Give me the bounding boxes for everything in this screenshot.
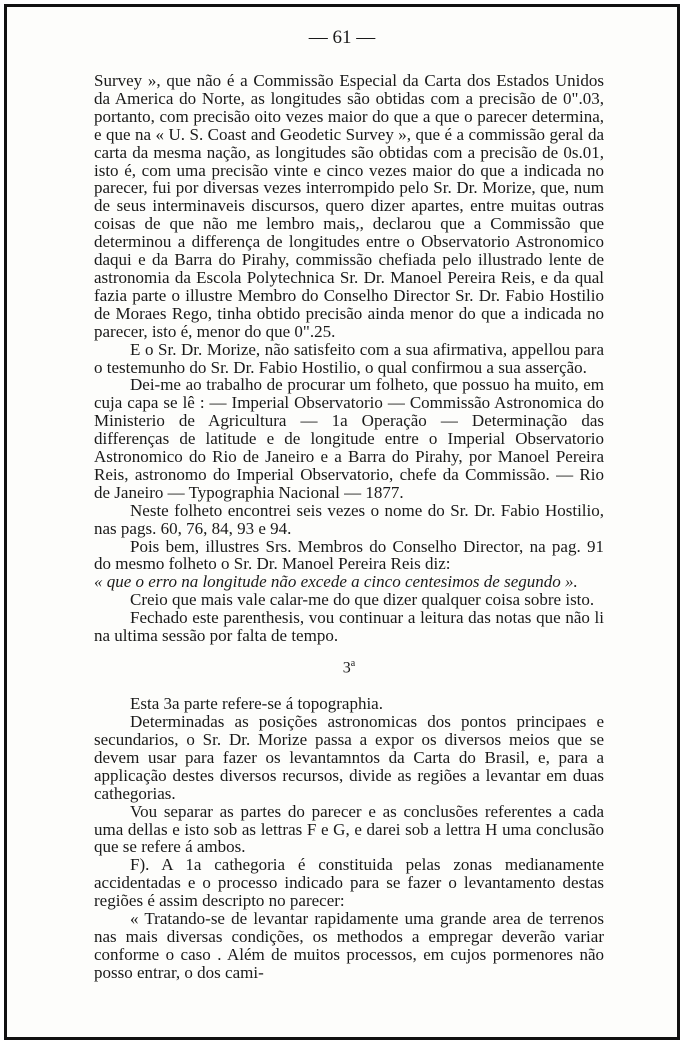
section-heading — [94, 655, 604, 677]
page-frame — [4, 4, 680, 1040]
paragraph: Esta 3a parte refere-se á topographia. — [130, 694, 383, 714]
section-number: 3 — [342, 659, 351, 677]
paragraph: Dei-me ao trabalho de procurar um folheto, que possuo ha muito, em cuja capa se lê : — Imperial Observatorio — Commissão Astronomica do Ministerio de Agricultura — 1a Operação — Determinação das differenças de latitude e de longitude entre o Imperial Observatorio Astronomico do Rio de Janeiro e a Barra do Pirahy, por Manoel Pereira Reis, astronomo do Imperial Observatorio, chefe da Commissão. — Rio de Janeiro — Typographia Nacional — 1877. — [94, 375, 604, 502]
paragraph: Vou separar as partes do parecer e as conclusões referentes a cada uma dellas e isto sob as lettras F e G, e darei sob a lettra H uma conclusão que se refere á ambos. — [94, 801, 604, 857]
paragraph: Pois bem, illustres Srs. Membros do Conselho Director, na pag. 91 do mesmo folheto o Sr. Dr. Manoel Pereira Reis diz: — [94, 536, 604, 574]
paragraph: Determinadas as posições astronomicas dos pontos principaes e secundarios, o Sr. Dr. Morize passa a expor os diversos meios que se devem usar para fazer os levantamntos da Carta do Brasil, e, para a applicação destes diversos recursos, divide as regiões a levantar em duas cathegorias. — [94, 712, 604, 803]
paragraph: Fechado este parenthesis, vou continuar a leitura das notas que não li na ultima sessão por falta de tempo. — [94, 608, 604, 646]
paragraph: « Tratando-se de levantar rapidamente uma grande area de terrenos nas mais diversas condições, os methodos a empregar deverão variar conforme o caso . Além de muitos processos, em cujos pormenores não posso entrar, o dos cami- — [94, 909, 604, 982]
page-number: — 61 — — [308, 27, 376, 48]
paragraph: Creio que mais vale calar-me do que dizer qualquer coisa sobre isto. — [130, 590, 595, 610]
quotation: « que o erro na longitude não excede a cinco centesimos de segundo ». — [94, 572, 578, 592]
section-number-sup: a — [350, 658, 356, 669]
paragraph: Survey », que não é a Commissão Especial da Carta dos Estados Unidos da America do Norte, as longitudes são obtidas com a precisão de 0".03, portanto, com precisão oito vezes maior do que a que o parecer determina, e que na « U. S. Coast and Geodetic Survey », que é a commissão geral da carta da mesma nação, as longitudes são obtidas com a precisão de 0s.01, isto é, com uma precisão vinte e cinco vezes maior do que a indicada no parecer, fui por diversas vezes interrompido pelo Sr. Dr. Morize, que, num de seus interminaveis discursos, quero dizer apartes, entre muitas outras coisas de que não me lembro mais,, declarou que a Commissão que determinou a differença de longitudes entre o Observatorio Astronomico daqui e da Barra do Pirahy, commissão chefiada pelo illustrado lente de astronomia da Escola Polytechnica Sr. Dr. Manoel Pereira Reis, e da qual fazia parte o illustre Membro do Conselho Director Sr. Dr. Fabio Hostilio de Moraes Rego, tinha obtido precisão ainda menor do que a indicada no parecer, isto é, menor do que 0".25. — [94, 71, 604, 341]
body-text — [94, 72, 604, 982]
paragraph: F). A 1a cathegoria é constituida pelas zonas medianamente accidentadas e o processo indicado para se fazer o levantamento destas regiões é assim descripto no parecer: — [94, 855, 604, 911]
paragraph: Neste folheto encontrei seis vezes o nome do Sr. Dr. Fabio Hostilio, nas pags. 60, 76, 84, 93 e 94. — [94, 500, 604, 538]
paragraph: E o Sr. Dr. Morize, não satisfeito com a sua afirmativa, appellou para o testemunho do Sr. Dr. Fabio Hostilio, o qual confirmou a sua asserção. — [94, 339, 604, 377]
